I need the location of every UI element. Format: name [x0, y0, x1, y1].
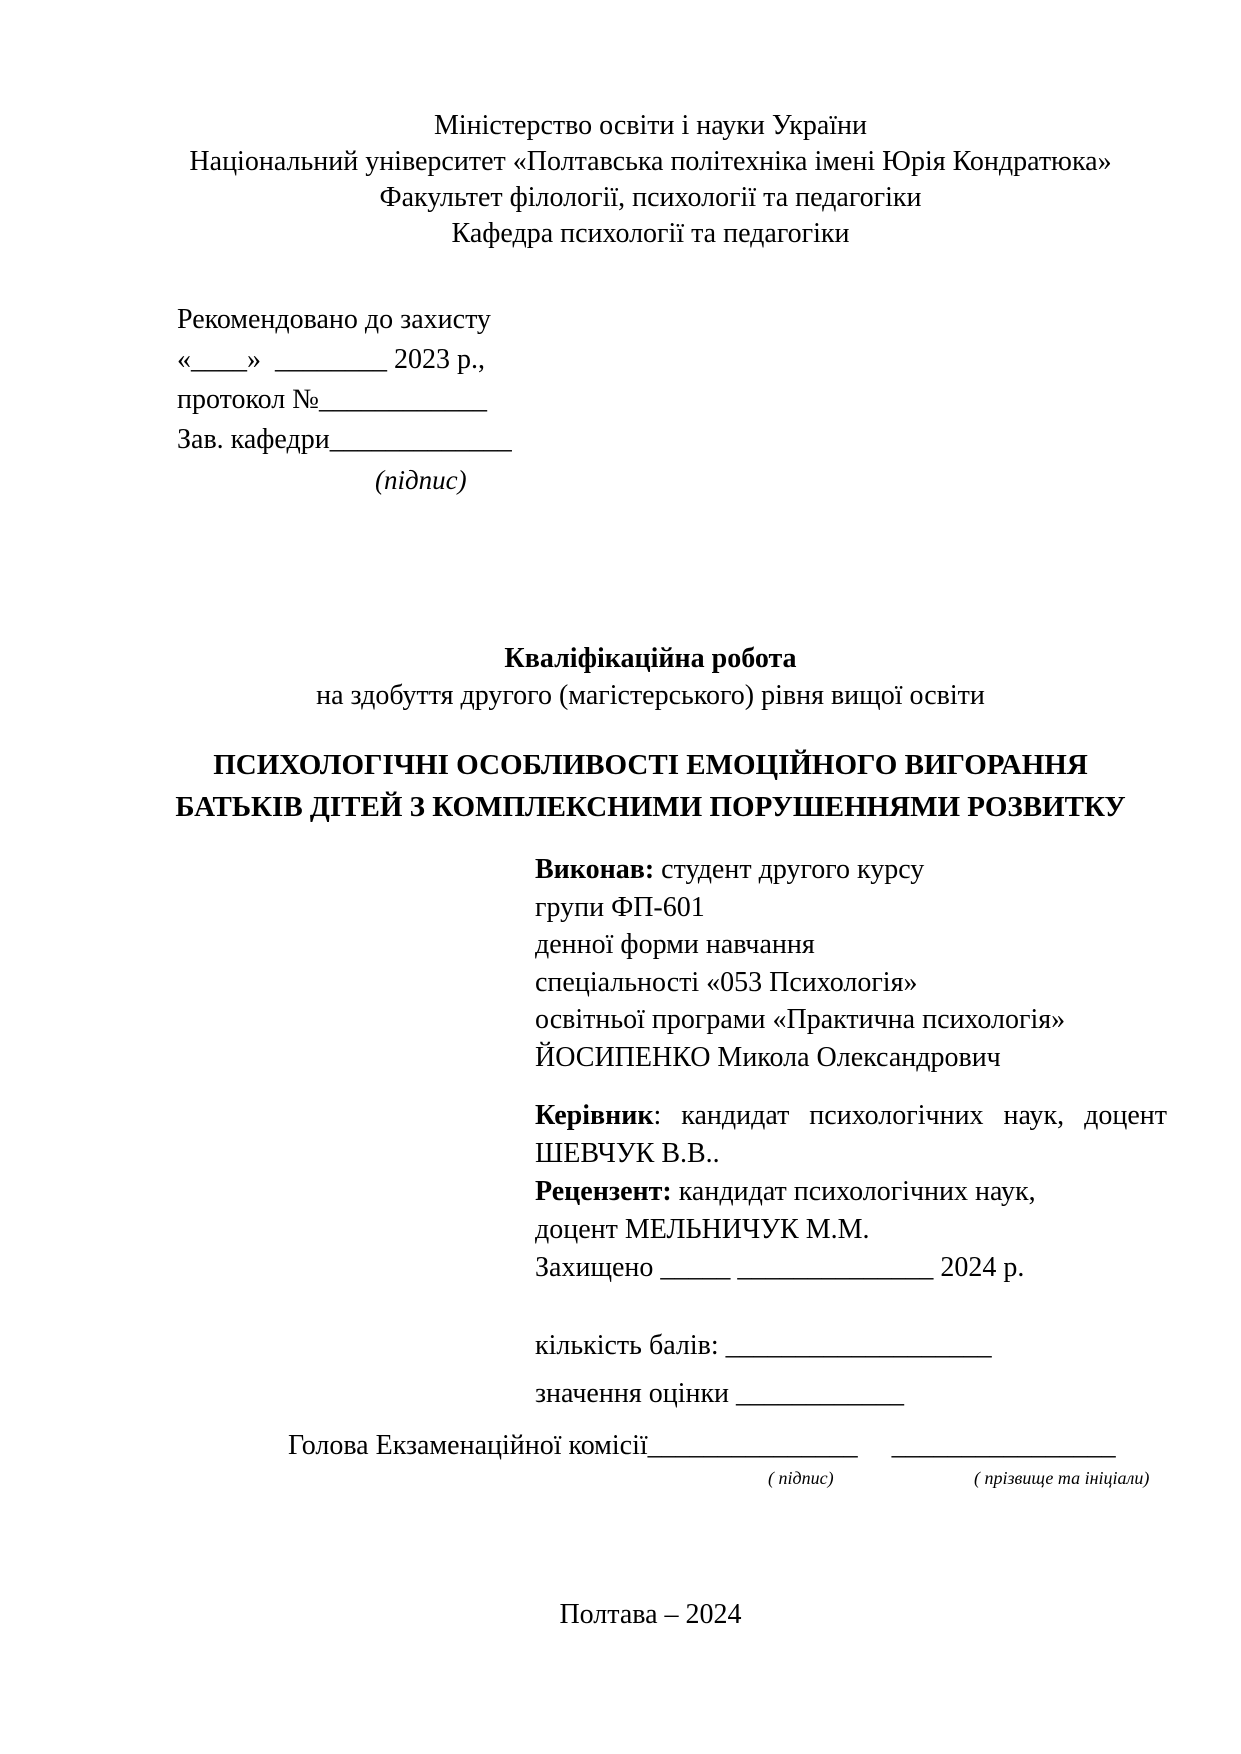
approval-head-line: Зав. кафедри_____________ — [177, 424, 512, 455]
supervisor-name-line: ШЕВЧУК В.В.. — [535, 1138, 720, 1169]
department-line: Кафедра психології та педагогіки — [451, 218, 850, 249]
author-study-form-line: денної форми навчання — [535, 929, 815, 960]
supervisor-text: : кандидат психологічних наук, доцент — [653, 1100, 1167, 1131]
reviewer-line — [535, 1173, 1167, 1211]
grading-block — [535, 1322, 992, 1418]
reviewer-label: Рецензент: — [535, 1176, 672, 1207]
author-name-line: ЙОСИПЕНКО Микола Олександрович — [535, 1041, 1001, 1073]
approval-block — [177, 300, 512, 500]
author-speciality-line: спеціальності «053 Психологія» — [535, 966, 918, 998]
committee-name-blank: ________________ — [891, 1430, 1116, 1461]
committee-captions — [288, 1468, 1188, 1494]
author-performed-text: студент другого курсу — [654, 854, 925, 885]
committee-signature-blank: _______________ — [647, 1430, 858, 1461]
committee-label: Голова Екзаменаційної комісії — [288, 1430, 648, 1461]
reviewer-name-line: доцент МЕЛЬНИЧУК М.М. — [535, 1214, 870, 1245]
supervisor-line — [535, 1097, 1167, 1135]
author-group-line: групи ФП-601 — [535, 891, 705, 923]
defended-line: Захищено _____ ______________ 2024 р. — [535, 1252, 1025, 1283]
author-performed-line — [535, 851, 1175, 889]
qualification-subtitle: на здобуття другого (магістерського) рівня вищої освіти — [316, 680, 985, 711]
author-performed-label: Виконав: — [535, 854, 655, 885]
city-year-footer — [80, 1599, 1221, 1631]
city-year-text: Полтава – 2024 — [559, 1599, 742, 1630]
institution-header — [80, 108, 1221, 252]
approval-recommended-line: Рекомендовано до захисту — [177, 304, 491, 335]
author-block — [535, 851, 1175, 1076]
grade-value-line: значення оцінки ____________ — [535, 1378, 905, 1409]
supervisor-label: Керівник — [535, 1100, 654, 1131]
reviewer-text: кандидат психологічних наук, — [671, 1176, 1036, 1207]
supervisor-block — [535, 1097, 1167, 1287]
faculty-line: Факультет філології, психології та педагогіки — [379, 182, 922, 213]
approval-date-line: «____» ________ 2023 р., — [177, 344, 485, 375]
points-line: кількість балів: ___________________ — [535, 1330, 992, 1361]
university-line: Національний університет «Полтавська політехніка імені Юрія Кондратюка» — [189, 146, 1112, 177]
author-program-line: освітньої програми «Практична психологія» — [535, 1004, 1066, 1035]
thesis-title-line-1: ПСИХОЛОГІЧНІ ОСОБЛИВОСТІ ЕМОЦІЙНОГО ВИГОРАННЯ — [213, 749, 1088, 781]
approval-protocol-line: протокол №____________ — [177, 384, 487, 415]
thesis-title — [80, 744, 1221, 828]
committee-line — [288, 1430, 1116, 1462]
thesis-title-line-2: БАТЬКІВ ДІТЕЙ З КОМПЛЕКСНИМИ ПОРУШЕННЯМИ РОЗВИТКУ — [175, 791, 1126, 823]
qualification-block — [80, 640, 1221, 714]
committee-signature-caption: ( підпис) — [768, 1468, 834, 1488]
ministry-line: Міністерство освіти і науки України — [433, 110, 868, 141]
qualification-title: Кваліфікаційна робота — [504, 643, 797, 674]
approval-signature-caption: (підпис) — [375, 465, 467, 495]
committee-name-caption: ( прізвище та ініціали) — [974, 1468, 1150, 1488]
